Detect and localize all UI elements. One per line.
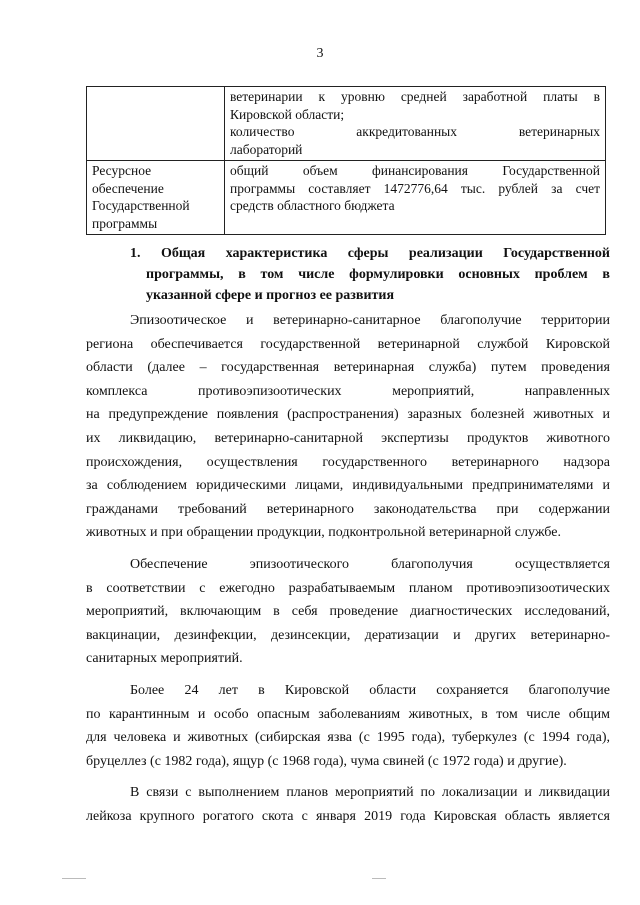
text-line: на предупреждение появления (распространения) заразных болезней животных и [86, 407, 610, 423]
scan-mark [62, 878, 86, 879]
table-cell-indicators [225, 87, 606, 161]
cell-line: обеспечение [92, 180, 164, 196]
text-line: Более 24 лет в Кировской области сохраняется благополучие [130, 682, 610, 698]
text-line: по карантинным и особо опасным заболеваниям животных, в том числе общим [86, 706, 610, 722]
program-passport-table [86, 86, 606, 235]
cell-line: количество аккредитованных ветеринарных [230, 124, 600, 139]
section-heading [130, 243, 610, 306]
cell-line: средств областного бюджета [230, 198, 395, 213]
table-cell-funding [225, 161, 606, 235]
text-line: их ликвидацию, ветеринарно-санитарной экспертизы продуктов животного [86, 430, 610, 446]
text-line: В связи с выполнением планов мероприятий по локализации и ликвидации [130, 785, 610, 801]
text-line: в соответствии с ежегодно разрабатываемым планом противоэпизоотических [86, 580, 610, 596]
paragraph [86, 553, 610, 671]
text-line: лейкоза крупного рогатого скота с января 2019 года Кировская область является [86, 808, 610, 824]
table-cell-label [87, 161, 225, 235]
cell-line: программы [92, 215, 158, 231]
paragraph [86, 309, 610, 545]
cell-line: Кировской области; [230, 106, 345, 122]
cell-line: лабораторий [230, 141, 303, 157]
paragraph [86, 781, 610, 828]
text-line: региона обеспечивается государственной ветеринарной службой Кировской [86, 336, 610, 352]
scan-mark [372, 878, 386, 879]
text-line: мероприятий, включающим в себя проведение диагностических исследований, [86, 604, 610, 620]
text-line: происхождения, осуществления государственного ветеринарного надзора [86, 454, 610, 470]
text-line: комплекса противоэпизоотических мероприятий, направленных [86, 383, 610, 399]
cell-line: Ресурсное [92, 163, 152, 178]
body-text [86, 309, 610, 828]
table-row [87, 87, 606, 161]
table-cell-empty [87, 87, 225, 161]
heading-line: программы, в том числе формулировки основных проблем в [146, 267, 610, 282]
text-line: бруцеллез (с 1982 года), ящур (с 1968 года), чума свиней (с 1972 года) и другие). [86, 753, 567, 769]
paragraph [86, 679, 610, 773]
page-number: 3 [316, 46, 324, 61]
cell-line: ветеринарии к уровню средней заработной платы в [230, 89, 600, 104]
cell-line: Государственной [92, 198, 190, 213]
heading-line: 1. Общая характеристика сферы реализации Государственной [130, 246, 610, 261]
text-line: Обеспечение эпизоотического благополучия осуществляется [130, 556, 610, 572]
text-line: санитарных мероприятий. [86, 651, 243, 667]
table-row [87, 161, 606, 235]
text-line: области (далее – государственная ветеринарная служба) путем проведения [86, 360, 610, 376]
cell-line: программы составляет 1472776,64 тыс. рублей за счет [230, 180, 600, 196]
heading-line: указанной сфере и прогноз ее развития [146, 288, 395, 303]
text-line: вакцинации, дезинфекции, дезинсекции, дератизации и других ветеринарно- [86, 627, 610, 643]
cell-line: общий объем финансирования Государственной [230, 163, 600, 178]
text-line: животных и при обращении продукции, подконтрольной ветеринарной службе. [86, 525, 561, 541]
text-line: гражданами требований ветеринарного законодательства при содержании [86, 501, 610, 517]
text-line: для человека и животных (сибирская язва (с 1995 года), туберкулез (с 1994 года), [86, 730, 610, 746]
text-line: за соблюдением юридическими лицами, индивидуальными предпринимателями и [86, 478, 610, 494]
text-line: Эпизоотическое и ветеринарно-санитарное благополучие территории [130, 313, 610, 328]
